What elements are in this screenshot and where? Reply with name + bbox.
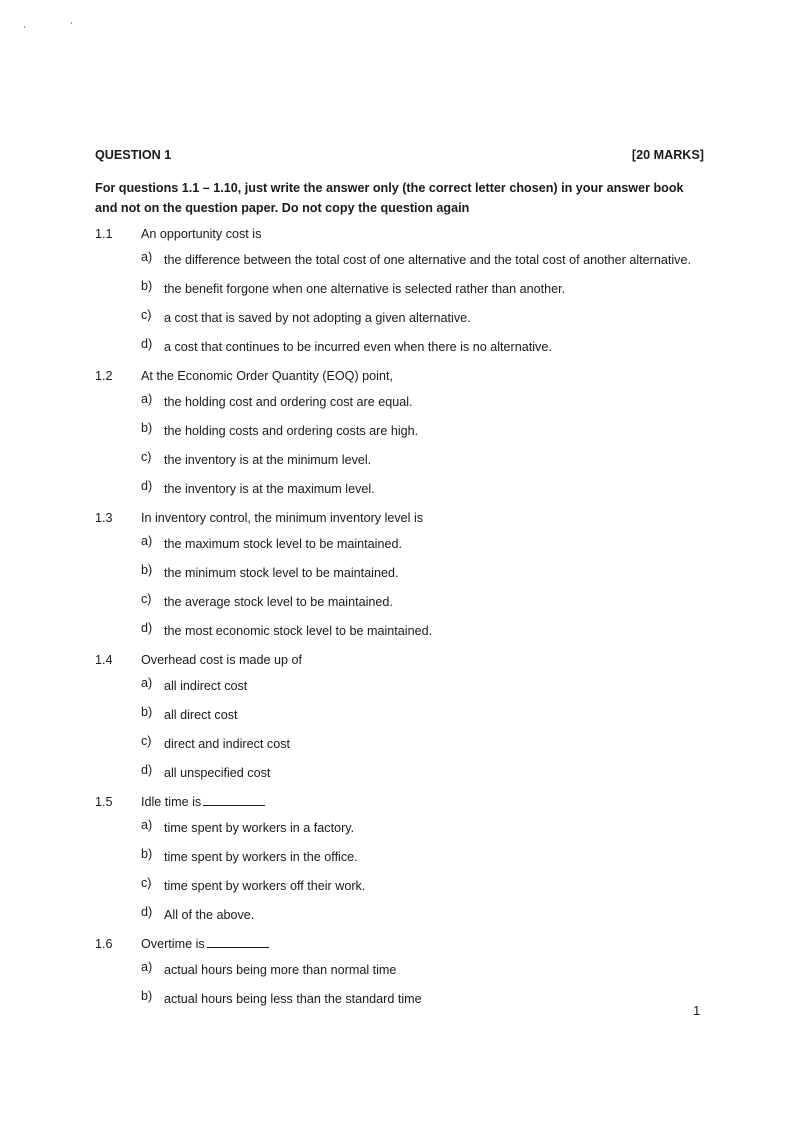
option-text: the minimum stock level to be maintained. [164,566,399,580]
option-text: the most economic stock level to be maintained. [164,624,433,638]
option-text: the maximum stock level to be maintained. [164,537,402,551]
answer-option [0,618,794,650]
option-text: the inventory is at the minimum level. [164,453,372,467]
question-item [0,224,794,366]
option-letter: a) [141,960,153,974]
option-letter: c) [141,450,152,464]
question-number: 1.5 [95,795,113,809]
answer-option [0,957,794,989]
question-list [0,224,794,1018]
answer-blank [203,793,265,806]
option-text: the inventory is at the maximum level. [164,482,375,496]
option-text: the holding cost and ordering cost are equal. [164,395,413,409]
page-number: 1 [693,1003,701,1018]
question-stem [141,792,265,812]
question-text: At the Economic Order Quantity (EOQ) point, [141,369,393,383]
option-letter: c) [141,876,152,890]
question-stem [141,934,269,954]
option-letter: a) [141,392,153,406]
answer-option [0,334,794,366]
question-number: 1.1 [95,227,113,241]
answer-option [0,702,794,734]
option-letter: a) [141,818,153,832]
question-item [0,792,794,934]
option-letter: b) [141,279,153,293]
option-letter: d) [141,763,153,777]
answer-blank [207,935,269,948]
question-stem [141,650,302,670]
question-text: Idle time is [141,795,202,809]
answer-option [0,305,794,337]
answer-option [0,844,794,876]
question-number: 1.3 [95,511,113,525]
option-letter: c) [141,734,152,748]
question-text: Overtime is [141,937,205,951]
option-text: all unspecified cost [164,766,271,780]
question-number: 1.4 [95,653,113,667]
question-text: Overhead cost is made up of [141,653,303,667]
question-stem [141,224,261,244]
option-letter: b) [141,563,153,577]
option-text: direct and indirect cost [164,737,290,751]
option-text: the difference between the total cost of one alternative and the total cost of another alternative. [164,253,691,267]
option-letter: a) [141,676,153,690]
answer-option [0,560,794,592]
question-text: An opportunity cost is [141,227,262,241]
option-letter: b) [141,421,153,435]
question-stem [141,366,393,386]
question-header [95,148,704,162]
question-title: QUESTION 1 [95,148,172,162]
answer-option [0,418,794,450]
answer-option [0,731,794,763]
answer-option [0,247,794,279]
option-letter: b) [141,847,153,861]
option-letter: d) [141,337,153,351]
option-letter: c) [141,308,152,322]
question-item [0,650,794,792]
question-item [0,366,794,508]
option-letter: b) [141,989,153,1003]
option-letter: a) [141,250,153,264]
option-text: actual hours being less than the standard time [164,992,422,1006]
option-letter: c) [141,592,152,606]
option-text: all direct cost [164,708,238,722]
answer-option [0,389,794,421]
option-text: All of the above. [164,908,255,922]
instructions-text: For questions 1.1 – 1.10, just write the answer only (the correct letter chosen) in your answer book and not on the question paper. Do not copy the question again [95,181,684,215]
option-text: time spent by workers off their work. [164,879,366,893]
option-text: the average stock level to be maintained. [164,595,393,609]
scan-speck [24,26,25,28]
option-letter: d) [141,905,153,919]
option-text: a cost that continues to be incurred even when there is no alternative. [164,340,552,354]
option-text: the benefit forgone when one alternative is selected rather than another. [164,282,566,296]
scan-speck [71,22,72,24]
answer-option [0,531,794,563]
answer-option [0,986,794,1018]
answer-option [0,447,794,479]
answer-option [0,276,794,308]
option-text: time spent by workers in the office. [164,850,358,864]
option-letter: a) [141,534,153,548]
answer-option [0,902,794,934]
option-letter: d) [141,621,153,635]
option-text: all indirect cost [164,679,248,693]
answer-option [0,589,794,621]
question-number: 1.2 [95,369,113,383]
answer-option [0,476,794,508]
question-marks: [20 MARKS] [631,148,704,162]
question-item [0,934,794,1018]
answer-option [0,873,794,905]
question-text: In inventory control, the minimum inventory level is [141,511,424,525]
option-text: time spent by workers in a factory. [164,821,355,835]
question-number: 1.6 [95,937,113,951]
answer-option [0,673,794,705]
option-text: the holding costs and ordering costs are high. [164,424,419,438]
answer-option [0,815,794,847]
option-letter: d) [141,479,153,493]
option-letter: b) [141,705,153,719]
answer-option [0,760,794,792]
option-text: actual hours being more than normal time [164,963,397,977]
question-item [0,508,794,650]
option-text: a cost that is saved by not adopting a given alternative. [164,311,471,325]
question-stem [141,508,423,528]
